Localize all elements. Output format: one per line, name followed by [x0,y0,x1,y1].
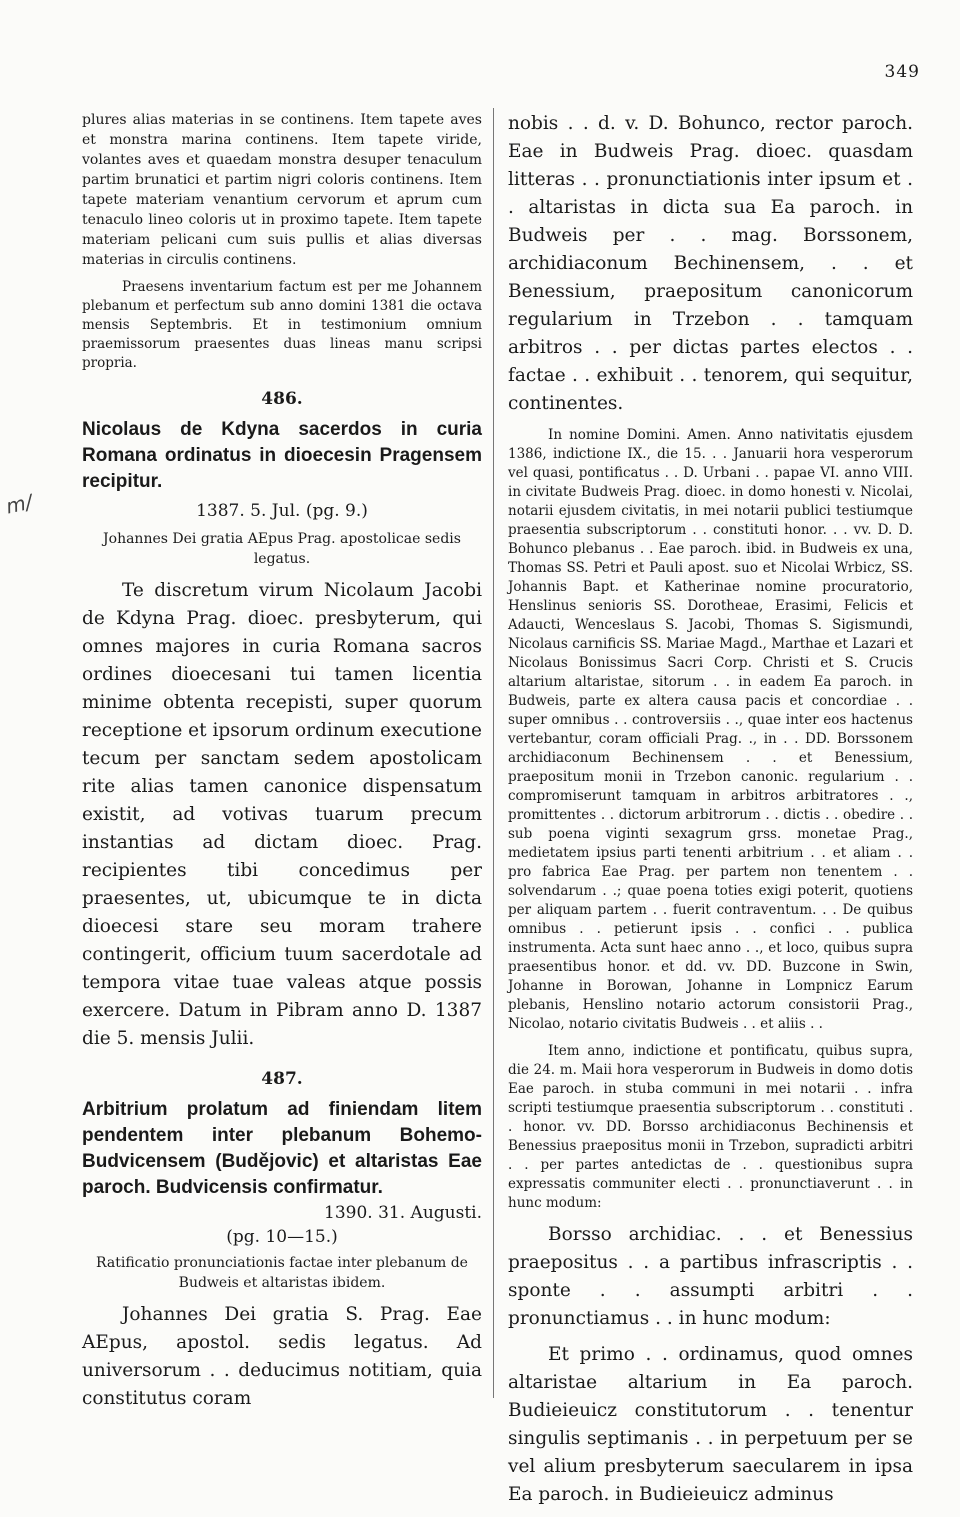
notarial-instrument-1: In nomine Domini. Amen. Anno nativitatis ejusdem 1386, indictione IX., die 15. . . Januarii hora vesperorum vel quasi, pontificatus . . D. Urbani . . papae VI. anno VIII. in civitate Budweis Prag. dioec. in domo honesti v. Nicolai, notarii ejusdem civitatis, in mei notarii publici testiumque praesentia subscriptorum . . constituti honor. . . vv. D. D. Bohunco plebanus . . Eae paroch. ibid. in Budweis ex una, Thomas SS. Petri et Pauli apost. suo et Nicolai Wrbicz, SS. Johannis Bapt. et Katherinae nomine procuratorio, Henslinus senioris SS. Dorotheae, Erasimi, Felicis et Adaucti, Wenceslaus S. Jacobi, Thomas S. Sigismundi, Nicolaus carnificis SS. Mariae Magd., Marthae et Lazari et Nicolaus Bonissimus Sacri Corp. Christi et S. Crucis altarium altaristae, sitorum . . in eadem Ea paroch. in Budweis, parte ex altera causa pacis et concordiae . . super omnibus . . controversiis . ., quae inter eos hactenus vertebantur, coram officiali Prag. ., in . . DD. Borssonem archidiaconum Bechinensem . . et Benessium, praepositum monii in Trzebon canonic. regularium . . compromiserunt tamquam in arbitros arbitratores . ., promittentes . . dictorum arbitrorum . . dictis . . obedire . . sub poena viginti sexagrum grss. monetae Prag., medietatem ipsius parti tenenti arbitrium . . et aliam . . pro fabrica Eae Prag. per partem non tenentem . . solvendarum . .; quae poena toties exigi poterit, quotiens per aliquam partem . . fuerit contraventum. . . De quibus omnibus . . petierunt ipsis . . confici . . publica instrumenta. Acta sunt haec anno . ., et loco, quibus supra praesentibus honor. et dd. vv. DD. Buzcone in Swin, Johanne in Borowan, Johanne in Lompnicz Earum plebanis, Henslino notario actorum consistorii Prag., Nicolao, notario civitatis Budweis . . et aliis . . [508,427,913,1032]
arbitration-opening: Borsso archidiac. . . et Benessius praepositus . . a partibus infrascriptis . . sponte . . assumpti arbitri . . pronunctiamus . . in hunc modum: [508,1224,913,1329]
page-number: 349 [884,62,920,82]
subheading-486: Johannes Dei gratia AEpus Prag. apostolicae sedis legatus. [103,531,461,567]
inventory-text: plures alias materias in se continens. Item tapete aves et monstra marina continens. Item tapete viride, volantes aves et quaedam monstra desuper tenaculum partim brunatici et partim nigri coloris continens. Item tapete materiam venantium cervorum et aprum cum tenaculo lineo coloris ut in proximo tapete. Item tapete materiam pelicani cum suis pullis et alias diversas materias in circulis continens. [82,112,482,268]
document-number-486: 486. [261,389,303,409]
heading-487: Arbitrium prolatum ad finiendam litem pendentem inter plebanum Bohemo-Budvicensem (Budějovic) et altaristas Eae paroch. Budvicensis confirmatur. [82,1099,482,1198]
date-486: 1387. 5. Jul. (pg. 9.) [196,501,368,521]
subheading-487: Ratificatio pronunciationis factae inter plebanum de Budweis et altaristas ibidem. [96,1255,468,1291]
arbitration-first-article: Et primo . . ordinamus, quod omnes altaristae altarium in Ea paroch. Budieieuicz constitutorum . . tenentur singulis septimanis . . in perpetuum per se vel alium presbyterum saecularem in ipsa Ea paroch. in Budieieuicz adminus [508,1344,913,1505]
margin-annotation: m/ [3,489,35,519]
text-487: Johannes Dei gratia S. Prag. Eae AEpus, apostol. sedis legatus. Ad universorum . . deducimus notitiam, quia constitutus coram [82,1304,482,1409]
right-intro: nobis . . d. v. D. Bohunco, rector paroch. Eae in Budweis Prag. dioec. quasdam litteras . . pronunctiationis inter ipsum et . . altaristas in dicta sua Ea paroch. in Budweis per . . mag. Borssonem, archidiaconum Bechinensem, . . et Benessium, praepositum canonicorum regularium in Trzebon . . tamquam arbitros . . per dictas partes electos . . factae . . exhibuit . . tenorem, qui sequitur, continentes. [508,113,913,414]
heading-486: Nicolaus de Kdyna sacerdos in curia Romana ordinatus in dioecesin Pragensem recipitur. [82,419,482,492]
text-486: Te discretum virum Nicolaum Jacobi de Kdyna Prag. dioec. presbyterum, qui omnes majores in curia Romana sacros ordines dioecesani tui tamen licentia minime obtenta recepisti, super quorum receptione et ipsorum ordinum executione tecum per sanctam sedem apostolicam rite alias tamen canonice dispensatum existit, ad votivas tuarum precum instantias ad dictam dioec. Prag. recipientes tibi concedimus per praesentes, ut, ubicumque te in dicta dioecesi stare seu moram trahere contingerit, officium tuum sacerdotale ad tempora vitae tuae valeas atque possis exercere. Datum in Pibram anno D. 1387 die 5. mensis Julii. [82,580,482,1049]
notarial-instrument-2: Item anno, indictione et pontificatu, quibus supra, die 24. m. Maii hora vesperorum in Budweis in domo dotis Eae paroch. in stuba communi in mei notarii . . infra scripti testiumque praesentia subscriptorum . . constituti . . honor. vv. DD. Borsso archidiaconus Bechinensis et Benessius praepositus monii in Trzebon, supradicti arbitri . . per partes antedictas de . . questionibus supra expressatis communiter electi . . pronunctiaverunt . . in hunc modum: [508,1043,913,1211]
inventory-closing: Praesens inventarium factum est per me Johannem plebanum et perfectum sub anno domini 1381 die octava mensis Septembris. Et in testimonium omnium praemissorum praesentes duas lineas manu scripsi propria. [82,279,482,371]
column-divider [493,108,494,1398]
right-column [508,110,913,1517]
date-487b: (pg. 10—15.) [226,1227,338,1247]
document-number-487: 487. [261,1069,303,1089]
date-487a: 1390. 31. Augusti. [324,1203,482,1223]
left-column [82,110,482,1421]
